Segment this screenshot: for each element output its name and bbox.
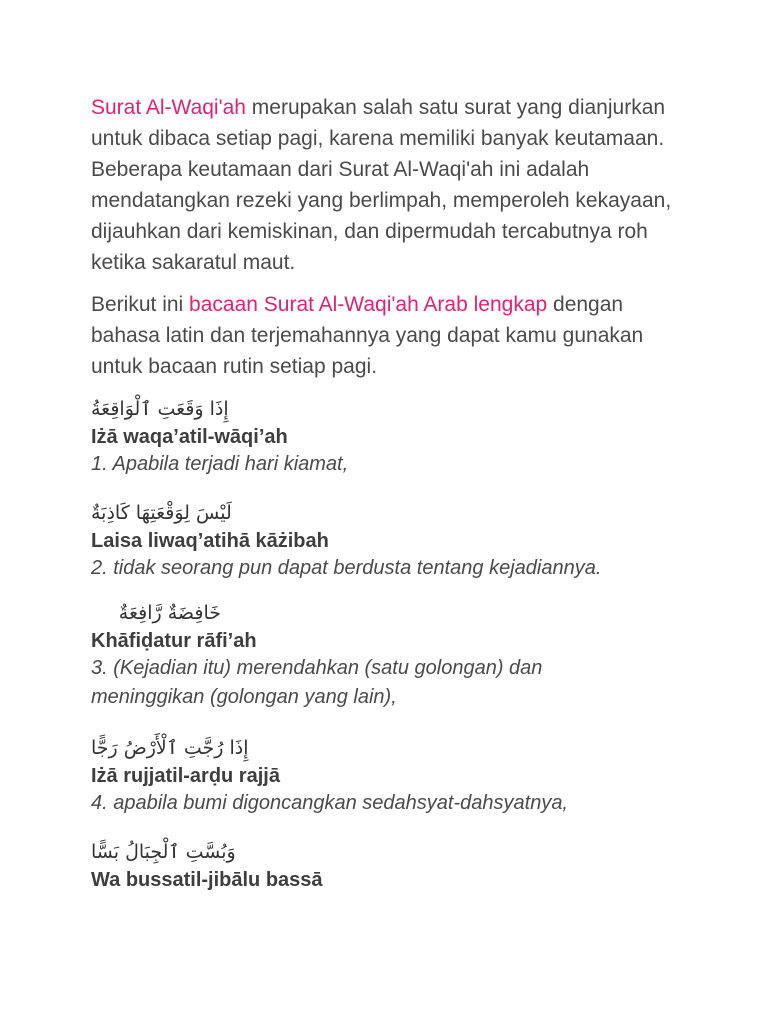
- verse-translation: 2. tidak seorang pun dapat berdusta tentang kejadiannya.: [91, 557, 602, 579]
- verse-translation: 4. apabila bumi digoncangkan sedahsyat-dahsyatnya,: [91, 792, 568, 814]
- verse-arabic: خَافِضَةٌ رَّافِعَةٌ: [118, 602, 221, 624]
- reading-intro-text-before: Berikut ini: [91, 293, 190, 316]
- verse-1: [91, 394, 711, 479]
- verse-latin: Wa bussatil-jibālu bassā: [91, 869, 323, 891]
- reading-link[interactable]: bacaan Surat Al-Waqi'ah Arab lengkap: [189, 293, 548, 316]
- verse-translation: 1. Apabila terjadi hari kiamat,: [91, 453, 349, 475]
- verse-latin: Laisa liwaq’atihā kāżibah: [91, 530, 329, 552]
- verse-4: [91, 733, 711, 818]
- verse-3: [91, 598, 711, 712]
- verse-latin: Iżā waqa’atil-wāqi’ah: [91, 426, 288, 448]
- reading-intro-paragraph: [91, 289, 691, 382]
- intro-text: merupakan salah satu surat yang dianjurkan untuk dibaca setiap pagi, karena memiliki banyak keutamaan. Beberapa keutamaan dari Surat Al-Waqi'ah ini adalah mendatangkan rezeki yang berlimpah, memperoleh kekayaan, dijauhkan dari kemiskinan, dan dipermudah tercabutnya roh ketika sakaratul maut.: [91, 96, 672, 274]
- verse-arabic: إِذَا رُجَّتِ ٱلْأَرْضُ رَجًّا: [91, 737, 249, 759]
- verse-arabic: لَيْسَ لِوَقْعَتِهَا كَاذِبَةٌ: [91, 502, 232, 524]
- surat-link[interactable]: Surat Al-Waqi'ah: [91, 96, 246, 119]
- verse-latin: Iżā rujjatil-arḍu rajjā: [91, 765, 280, 787]
- verse-arabic: وَبُسَّتِ ٱلْجِبَالُ بَسًّا: [91, 841, 236, 863]
- verse-arabic: إِذَا وَقَعَتِ ٱلْوَاقِعَةُ: [91, 398, 229, 420]
- verse-2: [91, 498, 711, 583]
- intro-paragraph: [91, 92, 691, 278]
- reading-intro-text-after: dengan bahasa latin dan terjemahannya yang dapat kamu gunakan untuk bacaan rutin setiap pagi.: [91, 293, 644, 378]
- verse-latin: Khāfiḍatur rāfi’ah: [91, 630, 257, 652]
- verse-5: [91, 837, 711, 893]
- verse-translation: 3. (Kejadian itu) merendahkan (satu golongan) dan meninggikan (golongan yang lain),: [91, 657, 543, 708]
